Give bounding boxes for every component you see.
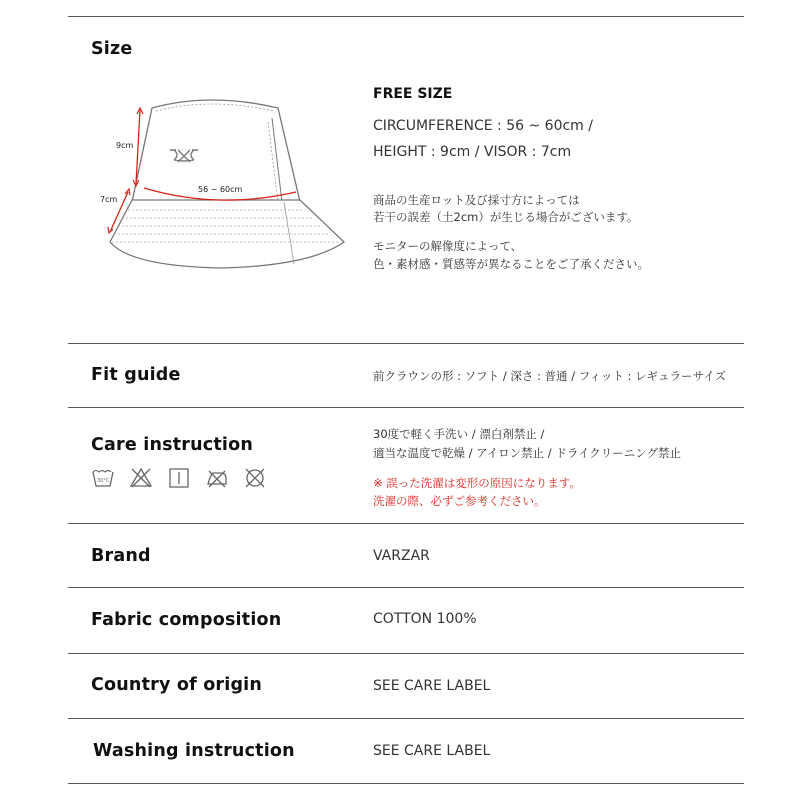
divider-top (68, 16, 744, 17)
divider-fit (68, 407, 744, 408)
fabric-value: COTTON 100% (373, 611, 477, 627)
divider-origin (68, 718, 744, 719)
divider-brand (68, 587, 744, 588)
divider-fabric (68, 653, 744, 654)
circumference-label: 56 ~ 60cm (198, 185, 243, 194)
brand-title: Brand (91, 546, 151, 566)
washing-value: SEE CARE LABEL (373, 743, 491, 759)
no-dry-clean-icon (243, 466, 267, 490)
divider-care (68, 523, 744, 524)
origin-value: SEE CARE LABEL (373, 678, 491, 694)
fabric-title: Fabric composition (91, 610, 282, 630)
size-note-2a: モニターの解像度によって、 (373, 239, 523, 253)
origin-title: Country of origin (91, 675, 263, 695)
svg-text:30°C: 30°C (97, 478, 110, 484)
spec-height-visor: HEIGHT : 9cm / VISOR : 7cm (373, 144, 572, 160)
brand-value: VARZAR (373, 548, 430, 564)
size-note-1a: 商品の生産ロット及び採寸方によっては (373, 193, 580, 207)
free-size-label: FREE SIZE (373, 86, 453, 102)
size-note-1b: 若干の誤差（土2cm）が生じる場合がございます。 (373, 210, 639, 224)
care-line-1: 30度で軽く手洗い / 漂白剤禁止 / (373, 427, 545, 441)
fit-guide-title: Fit guide (91, 365, 181, 385)
care-line-2: 適当な温度で乾燥 / アイロン禁止 / ドライクリーニング禁止 (373, 446, 682, 460)
care-warning-1: ※ 誤った洗濯は変形の原因になります。 (373, 476, 581, 490)
bucket-hat-diagram (90, 92, 350, 272)
visor-label: 7cm (100, 195, 118, 204)
care-icons (91, 466, 267, 490)
divider-size (68, 343, 744, 344)
fit-guide-value: 前クラウンの形 : ソフト / 深さ : 普通 / フィット : レギュラーサイズ (373, 369, 727, 383)
no-iron-icon (205, 466, 229, 490)
care-warning-2: 洗濯の際、必ずご参考ください。 (373, 494, 546, 508)
spec-circumference: CIRCUMFERENCE : 56 ~ 60cm / (373, 118, 593, 134)
washing-title: Washing instruction (93, 741, 295, 761)
size-note-2b: 色・素材感・質感等が異なることをご了承ください。 (373, 257, 649, 271)
no-bleach-icon (129, 466, 153, 490)
tumble-dry-icon (167, 466, 191, 490)
height-label: 9cm (116, 141, 134, 150)
size-title: Size (91, 39, 133, 59)
care-title: Care instruction (91, 435, 253, 455)
divider-bottom (68, 783, 744, 784)
hand-wash-30-icon (91, 466, 115, 490)
